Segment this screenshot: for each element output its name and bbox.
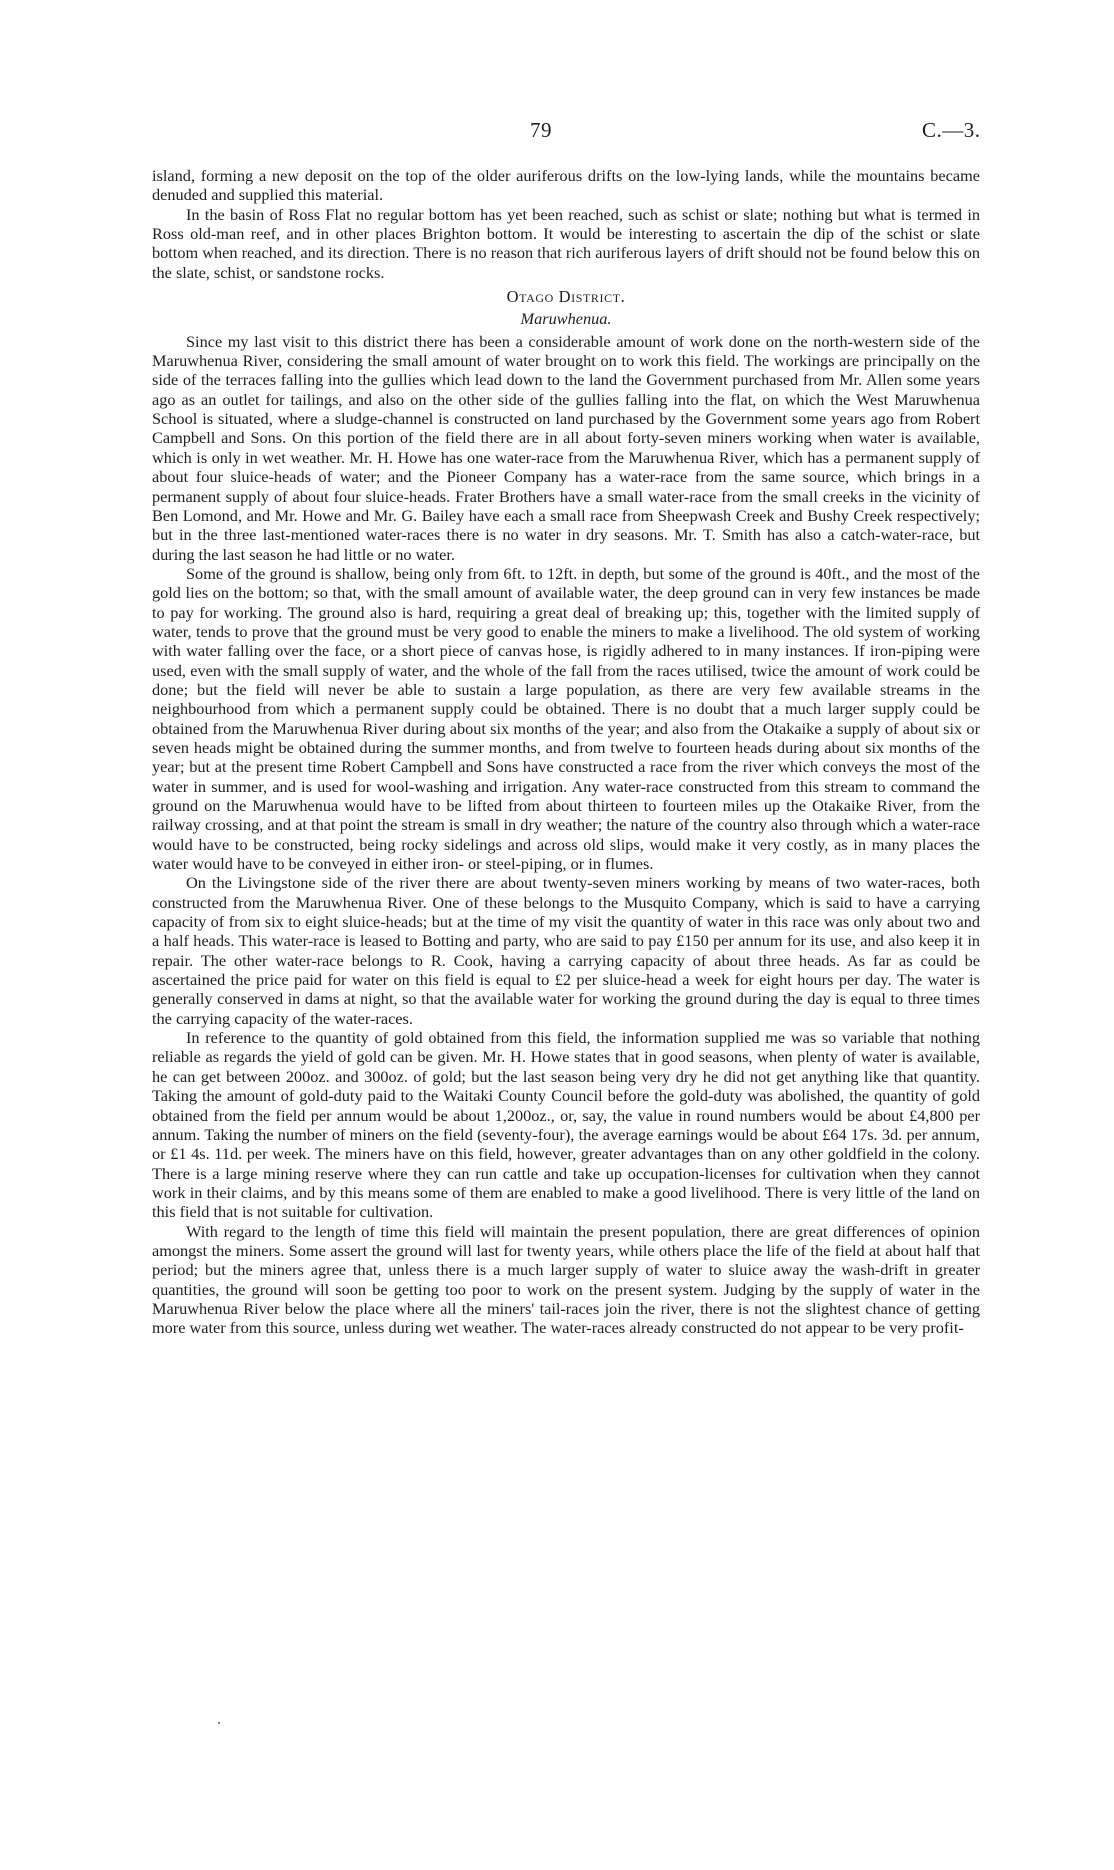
paragraph-gold-yield: In reference to the quantity of gold obtained from this field, the information supplied me was so variable that nothing reliable as regards the yield of gold can be given. Mr. H. Howe states that in good seasons, when plenty of water is available, he can get between 200oz. and 300oz. of gold; but the last season being very dry he did not get anything like that quantity. Taking the amount of gold-duty paid to the Waitaki County Council before the gold-duty was abolished, the quantity of gold obtained from the field per annum would be about 1,200oz., or, say, the value in round numbers would be about £4,800 per annum. Taking the number of miners on the field (seventy-four), the average earnings would be about £64 17s. 3d. per annum, or £1 4s. 11d. per week. The miners have on this field, however, greater advantages than on any other goldfield in the colony. There is a large mining reserve where they can run cattle and take up occupation-licenses for cultivation when they cannot work in their claims, and by this means some of them are enabled to make a good livelihood. There is very little of the land on this field that is not suitable for cultivation. [152, 1028, 980, 1222]
stray-ink-dot [218, 1722, 220, 1724]
sub-heading: Maruwhenua. [520, 309, 612, 329]
paragraph-ross-flat: In the basin of Ross Flat no regular bottom has yet been reached, such as schist or slate; nothing but what is termed in Ross old-man reef, and in other places Brighton bottom. It would be interesting to ascertain the dip of the schist or slate bottom when reached, and its direction. There is no reason that rich auriferous layers of drift should not be found below this on the slate, schist, or sandstone rocks. [152, 204, 980, 282]
district-heading: Otago District. [506, 287, 626, 307]
body-text [152, 166, 980, 1338]
paragraph-field-life: With regard to the length of time this field will maintain the present population, there are great differences of opinion amongst the miners. Some assert the ground will last for twenty years, while others place the life of the field at about half that period; but the miners agree that, unless there is a much larger supply of water to sluice away the wash-drift in greater quantities, the ground will soon be getting too poor to work on the present system. Judging by the supply of water in the Maruwhenua River below the place where all the miners' tail-races join the river, there is not the slightest chance of getting more water from this source, unless during wet weather. The water-races already constructed do not appear to be very profit- [152, 1221, 980, 1338]
paragraph-workings: Since my last visit to this district there has been a considerable amount of work done on the north-western side of the Maruwhenua River, considering the small amount of water brought on to work this field. The workings are principally on the side of the terraces falling into the gullies which lead down to the land the Government purchased from Mr. Allen some years ago as an outlet for tailings, and also on the other side of the gullies falling into the flat, on which the West Maruwhenua School is situated, where a sludge-channel is constructed on land purchased by the Government some years ago from Robert Campbell and Sons. On this portion of the field there are in all about forty-seven miners working when water is available, which is only in wet weather. Mr. H. Howe has one water-race from the Maruwhenua River, which has a permanent supply of about four sluice-heads of water; and the Pioneer Company has a water-race from the same source, which brings in a permanent supply of about four sluice-heads. Frater Brothers have a small water-race from the small creeks in the vicinity of Ben Lomond, and Mr. Howe and Mr. G. Bailey have each a small race from Sheepwash Creek and Bushy Creek respectively; but in the three last-mentioned water-races there is no water in dry seasons. Mr. T. Smith has also a catch-water-race, but during the last season he had little or no water. [152, 331, 980, 564]
paragraph-continued: island, forming a new deposit on the top of the older auriferous drifts on the low-lying lands, while the mountains became denuded and supplied this material. [152, 166, 980, 205]
paragraph-livingstone: On the Livingstone side of the river there are about twenty-seven miners working by means of two water-races, both constructed from the Maruwhenua River. One of these belongs to the Musquito Company, which is said to have a carrying capacity of from six to eight sluice-heads; but at the time of my visit the quantity of water in this race was only about two and a half heads. This water-race is leased to Botting and party, who are said to pay £150 per annum for its use, and also keep it in repair. The other water-race belongs to R. Cook, having a carrying capacity of about three heads. As far as could be ascertained the price paid for water on this field is equal to £2 per sluice-head a week for eight hours per day. The water is generally conserved in dams at night, so that the available water for working the ground during the day is equal to three times the carrying capacity of the water-races. [152, 873, 980, 1028]
document-reference: C.—3. [922, 118, 981, 142]
paragraph-ground: Some of the ground is shallow, being only from 6ft. to 12ft. in depth, but some of the ground is 40ft., and the most of the gold lies on the bottom; so that, with the small amount of available water, the deep ground can in very few instances be made to pay for working. The ground also is hard, requiring a great deal of breaking up; this, together with the limited supply of water, tends to prove that the ground must be very good to enable the miners to make a livelihood. The old system of working with water falling over the face, or a short piece of canvas hose, is rigidly adhered to in many instances. If iron-piping were used, even with the small supply of water, and the whole of the fall from the races utilised, twice the amount of work could be done; but the field will never be able to sustain a large population, as there are very few available streams in the neighbourhood from which a permanent supply could be obtained. There is no doubt that a much larger supply could be obtained from the Maruwhenua River during about six months of the year; and also from the Otakaike a supply of about six or seven heads might be obtained during the summer months, and from twelve to fourteen heads during about six months of the year; but at the present time Robert Campbell and Sons have constructed a race from the river which conveys the most of the water in summer, and is used for wool-washing and irrigation. Any water-race constructed from this stream to command the ground on the Maruwhenua would have to be lifted from about thirteen to fourteen miles up the Otakaike River, from the railway crossing, and at that point the stream is small in dry weather; the nature of the country also through which a water-race would have to be constructed, being rocky sidelings and across old slips, would make it very costly, as in many places the water would have to be conveyed in either iron- or steel-piping, or in flumes. [152, 563, 980, 874]
page-number: 79 [530, 118, 552, 142]
